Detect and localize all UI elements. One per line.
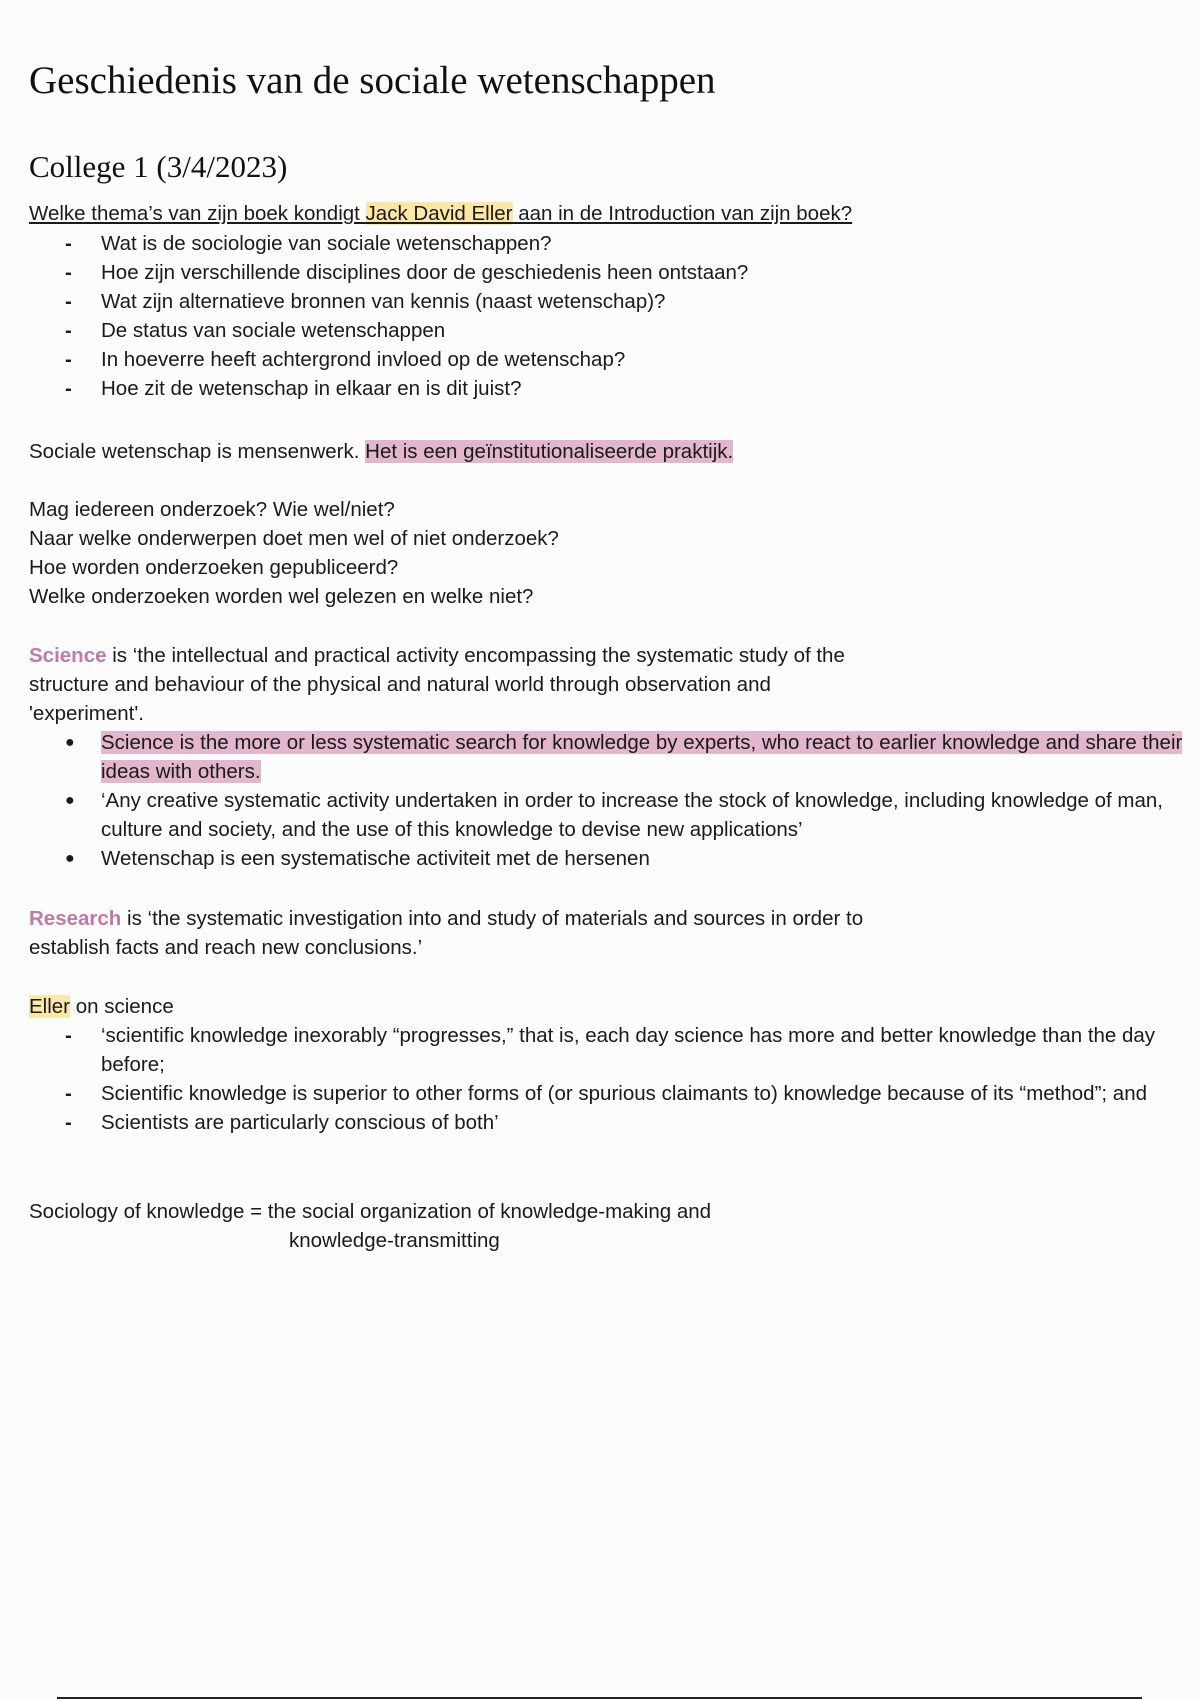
question-line: Mag iedereen onderzoek? Wie wel/niet? <box>29 498 395 521</box>
statement-paragraph: Sociale wetenschap is mensenwerk. Het is een geïnstitutionaliseerde praktijk. <box>29 440 734 463</box>
question-line: Hoe worden onderzoeken gepubliceerd? <box>29 556 399 579</box>
bullet-marker: ● <box>65 850 75 867</box>
list-item: - Scientific knowledge is superior to other forms of (or spurious claimants to) knowledge because of its “method”; and <box>29 1079 1191 1108</box>
question-text-before: Welke thema’s van zijn boek kondigt <box>29 202 366 225</box>
question-text-after: aan in de Introduction van zijn boek? <box>512 202 853 225</box>
list-item: - Hoe zijn verschillende disciplines door de geschiedenis heen ontstaan? <box>29 258 748 287</box>
list-item: - Scientists are particularly conscious of both’ <box>29 1108 1191 1137</box>
list-item: - ‘scientific knowledge inexorably “progresses,” that is, each day science has more and better knowledge than the day before; <box>29 1021 1191 1079</box>
bottom-divider <box>57 1697 1142 1699</box>
list-item: ● ‘Any creative systematic activity undertaken in order to increase the stock of knowledge, including knowledge of man, culture and society, and the use of this knowledge to devise new applications’ <box>29 786 1191 844</box>
dash-marker: - <box>65 377 72 400</box>
document-title: Geschiedenis van de sociale wetenschappen <box>29 59 716 102</box>
sociology-definition: Sociology of knowledge = the social organization of knowledge-making and knowledge-transmitting <box>29 1200 712 1252</box>
list-item: - Hoe zit de wetenschap in elkaar en is dit juist? <box>29 374 748 403</box>
list-item: - Wat zijn alternatieve bronnen van kennis (naast wetenschap)? <box>29 287 748 316</box>
science-definition: Science is ‘the intellectual and practical activity encompassing the systematic study of the structure and behaviour of the physical and natural world through observation and 'experiment'. <box>29 644 845 725</box>
dash-marker: - <box>65 1111 72 1134</box>
research-term: Research <box>29 907 122 930</box>
research-definition: Research is ‘the systematic investigation into and study of materials and sources in order to establish facts and reach new conclusions.’ <box>29 907 864 959</box>
bullet-marker: ● <box>65 792 75 809</box>
themes-list <box>29 229 748 403</box>
dash-marker: - <box>65 232 72 255</box>
eller-highlight: Eller <box>29 995 71 1018</box>
lecture-heading: College 1 (3/4/2023) <box>29 149 288 184</box>
science-bullets <box>29 728 1191 873</box>
intro-question <box>29 199 852 228</box>
list-item: ● Wetenschap is een systematische activiteit met de hersenen <box>29 844 1191 873</box>
questions-paragraph <box>29 495 559 611</box>
dash-marker: - <box>65 290 72 313</box>
list-item: - De status van sociale wetenschappen <box>29 316 748 345</box>
question-line: Naar welke onderwerpen doet men wel of niet onderzoek? <box>29 527 559 550</box>
dash-marker: - <box>65 319 72 342</box>
dash-marker: - <box>65 1082 72 1105</box>
statement-highlight: Het is een geïnstitutionaliseerde praktijk. <box>365 440 734 463</box>
list-item: - Wat is de sociologie van sociale wetenschappen? <box>29 229 748 258</box>
eller-heading: Eller on science <box>29 995 174 1018</box>
list-item: - In hoeverre heeft achtergrond invloed op de wetenschap? <box>29 345 748 374</box>
eller-points <box>29 1021 1191 1137</box>
dash-marker: - <box>65 261 72 284</box>
science-term: Science <box>29 644 107 667</box>
question-line: Welke onderzoeken worden wel gelezen en welke niet? <box>29 585 534 608</box>
bullet-marker: ● <box>65 734 75 751</box>
dash-marker: - <box>65 1024 72 1047</box>
list-item: ● Science is the more or less systematic search for knowledge by experts, who react to earlier knowledge and share their ideas with others. <box>29 728 1191 786</box>
author-highlight: Jack David Eller <box>365 202 513 225</box>
dash-marker: - <box>65 348 72 371</box>
